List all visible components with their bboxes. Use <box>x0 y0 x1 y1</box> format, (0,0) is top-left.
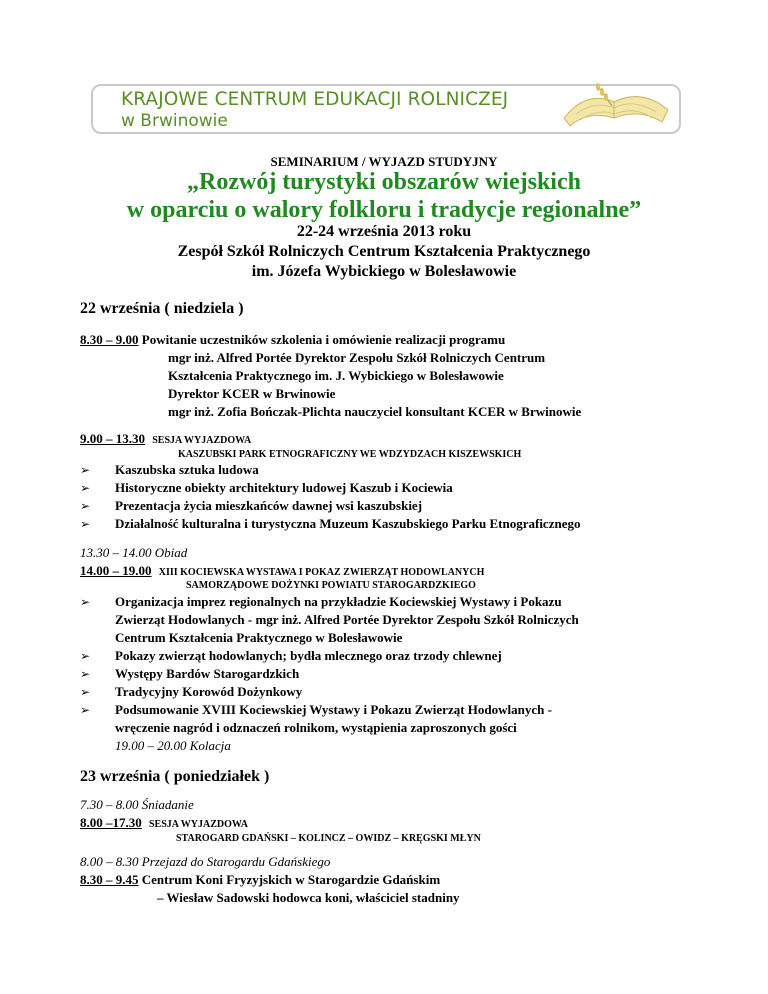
event-title-line2: w oparciu o walory folkloru i tradycje regionalne” <box>126 197 642 223</box>
arrow-bullet-icon: ➢ <box>80 499 91 513</box>
agenda-time: 8.00 –17.30 <box>80 815 142 830</box>
org-name: KRAJOWE CENTRUM EDUKACJI ROLNICZEJ <box>121 89 509 110</box>
list-item-continuation: Zwierząt Hodowlanych - mgr inż. Alfred Portée Dyrektor Zespołu Szkół Rolniczych <box>115 612 579 627</box>
day1-heading: 22 września ( niedziela ) <box>80 300 244 317</box>
arrow-bullet-icon: ➢ <box>80 595 91 609</box>
session-label: SESJA WYJAZDOWA <box>152 435 252 446</box>
arrow-bullet-icon: ➢ <box>80 667 91 681</box>
transfer-entry: 8.00 – 8.30 Przejazd do Starogardu Gdańskiego <box>80 854 331 869</box>
list-item: ➢ Kaszubska sztuka ludowa <box>80 462 259 477</box>
arrow-bullet-icon: ➢ <box>80 481 91 495</box>
agenda-detail: – Wiesław Sadowski hodowca koni, właściciel stadniny <box>157 890 460 905</box>
dinner-entry: 19.00 – 20.00 Kolacja <box>115 738 231 753</box>
lunch-entry: 13.30 – 14.00 Obiad <box>80 545 188 560</box>
agenda-item <box>80 815 248 831</box>
event-venue-line1: Zespół Szkół Rolniczych Centrum Kształcenia Praktycznego <box>177 243 591 260</box>
agenda-time: 8.30 – 9.00 <box>80 332 139 347</box>
agenda-item <box>80 563 484 579</box>
agenda-time: 9.00 – 13.30 <box>80 431 145 446</box>
list-item: ➢ Występy Bardów Starogardzkich <box>80 666 300 681</box>
arrow-bullet-icon: ➢ <box>80 517 91 531</box>
list-item: ➢ Prezentacja życia mieszkańców dawnej wsi kaszubskiej <box>80 498 423 513</box>
agenda-item <box>80 332 505 348</box>
agenda-detail: Kształcenia Praktycznego im. J. Wybickiego w Bolesławowie <box>168 368 504 383</box>
list-item: ➢ Podsumowanie XVIII Kociewskiej Wystawy i Pokazu Zwierząt Hodowlanych - <box>80 702 552 717</box>
event-kind: SEMINARIUM / WYJAZD STUDYJNY <box>270 154 498 169</box>
list-item-continuation: wręczenie nagród i odznaczeń rolnikom, wystąpienia zaproszonych gości <box>115 720 517 735</box>
arrow-bullet-icon: ➢ <box>80 649 91 663</box>
event-title-line1: „Rozwój turystyki obszarów wiejskich <box>187 169 581 195</box>
list-item: ➢ Pokazy zwierząt hodowlanych; bydła mlecznego oraz trzody chlewnej <box>80 648 502 663</box>
session-sublabel: SAMORZĄDOWE DOŻYNKI POWIATU STAROGARDZKIEGO <box>186 580 476 591</box>
session-label: XIII KOCIEWSKA WYSTAWA I POKAZ ZWIERZĄT HODOWLANYCH <box>158 567 485 578</box>
arrow-bullet-icon: ➢ <box>80 463 91 477</box>
day2-heading: 23 września ( poniedziałek ) <box>80 768 270 785</box>
open-book-wheat-icon <box>556 80 674 128</box>
agenda-text: Centrum Koni Fryzyjskich w Starogardzie Gdańskim <box>141 872 441 887</box>
list-item-continuation: Centrum Kształcenia Praktycznego w Bolesławowie <box>115 630 403 645</box>
session-sublabel: STAROGARD GDAŃSKI – KOLINCZ – OWIDZ – KRĘGSKI MŁYN <box>176 833 481 844</box>
org-location: w Brwinowie <box>118 111 231 131</box>
agenda-detail: Dyrektor KCER w Brwinowie <box>168 386 336 401</box>
arrow-bullet-icon: ➢ <box>80 703 91 717</box>
agenda-time: 14.00 – 19.00 <box>80 563 152 578</box>
breakfast-entry: 7.30 – 8.00 Śniadanie <box>80 797 194 812</box>
list-item: ➢ Działalność kulturalna i turystyczna Muzeum Kaszubskiego Parku Etnograficznego <box>80 516 581 531</box>
agenda-time: 8.30 – 9.45 <box>80 872 139 887</box>
arrow-bullet-icon: ➢ <box>80 685 91 699</box>
list-item: ➢ Tradycyjny Korowód Dożynkowy <box>80 684 303 699</box>
event-dates: 22-24 września 2013 roku <box>296 223 472 240</box>
session-label: SESJA WYJAZDOWA <box>149 819 249 830</box>
session-sublabel: KASZUBSKI PARK ETNOGRAFICZNY WE WDZYDZACH KISZEWSKICH <box>178 449 522 460</box>
agenda-item <box>80 431 251 447</box>
agenda-detail: mgr inż. Alfred Portée Dyrektor Zespołu Szkół Rolniczych Centrum <box>168 350 546 365</box>
agenda-text: Powitanie uczestników szkolenia i omówienie realizacji programu <box>141 332 506 347</box>
list-item: ➢ Historyczne obiekty architektury ludowej Kaszub i Kociewia <box>80 480 453 495</box>
list-item: ➢ Organizacja imprez regionalnych na przykładzie Kociewskiej Wystawy i Pokazu <box>80 594 562 609</box>
agenda-detail: mgr inż. Zofia Bończak-Plichta nauczyciel konsultant KCER w Brwinowie <box>168 404 582 419</box>
agenda-item <box>80 872 440 888</box>
event-venue-line2: im. Józefa Wybickiego w Bolesławowie <box>251 263 517 280</box>
